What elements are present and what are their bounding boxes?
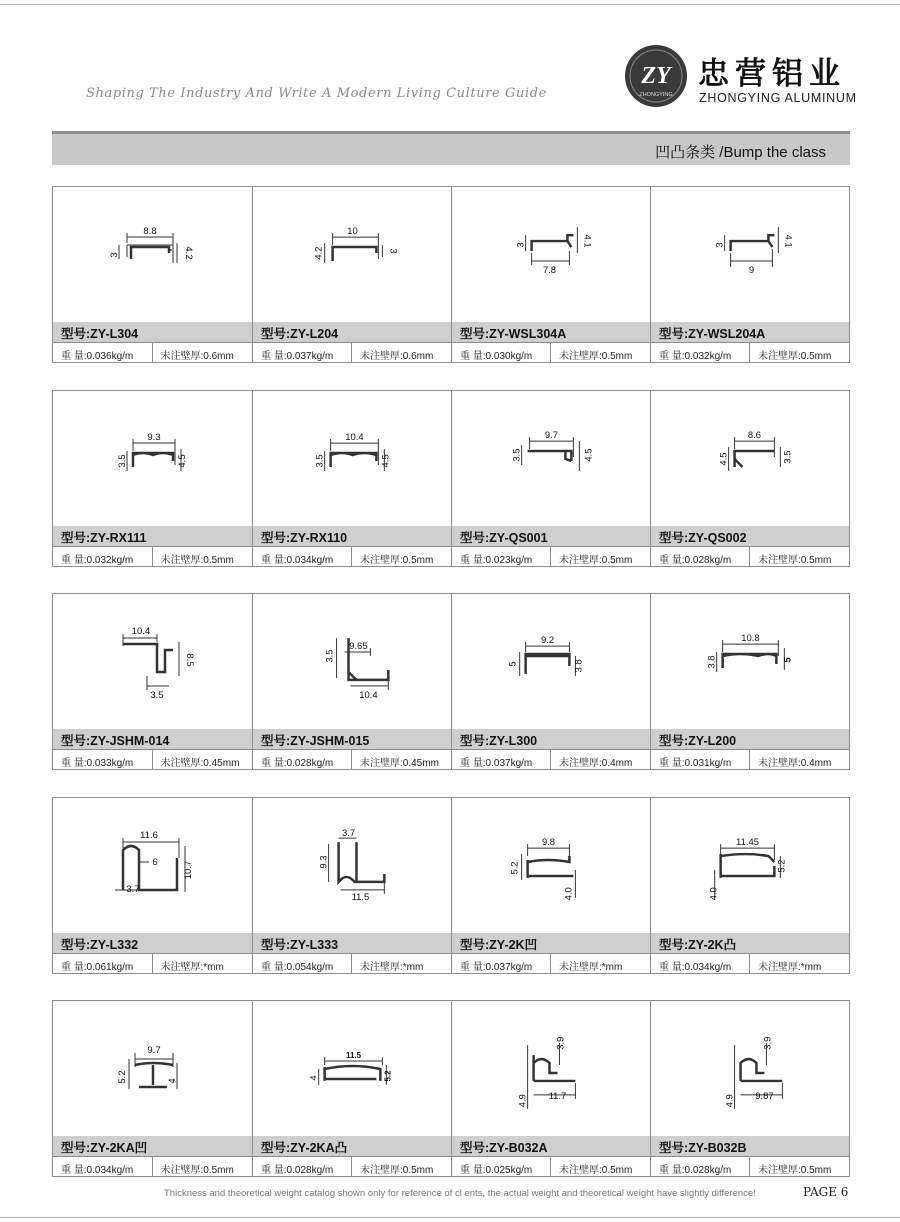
thickness-value: 未注壁厚:0.6mm (360, 351, 434, 362)
dim-height-left: 3 (109, 252, 120, 258)
thickness-value: 未注壁厚:0.5mm (758, 555, 832, 566)
dim-height-right: 4.0 (563, 887, 575, 901)
dim-height-right: 4.5 (583, 448, 595, 462)
product-card (53, 187, 252, 362)
product-card (53, 391, 252, 566)
product-group (52, 390, 850, 567)
profile-drawing (53, 391, 252, 526)
dim-width: 9.2 (540, 635, 555, 647)
product-card (252, 1001, 451, 1176)
dim-width: 9.7 (544, 430, 559, 442)
thickness-value: 未注壁厚:0.5mm (758, 1165, 832, 1176)
dim-height-right: 3.9 (762, 1036, 774, 1050)
dim-height-left: 3.5 (117, 454, 128, 468)
product-card (53, 798, 252, 973)
weight-value: 重 量:0.032kg/m (53, 547, 153, 567)
profile-drawing (651, 187, 849, 322)
weight-value: 重 量:0.025kg/m (452, 1157, 551, 1177)
profile-drawing (651, 1001, 849, 1136)
dim-height-right: 5.2 (383, 1070, 393, 1082)
dim-height-left: 3.5 (314, 454, 326, 468)
dim-height-right: 4.2 (183, 246, 194, 260)
logo-subtext: ZHONGYING (639, 92, 673, 98)
weight-value: 重 量:0.061kg/m (53, 954, 153, 974)
dim-height-left: 3.8 (706, 655, 718, 669)
thickness-value: 未注壁厚:0.45mm (360, 758, 439, 769)
weight-value: 重 量:0.034kg/m (53, 1157, 153, 1177)
product-card (451, 391, 650, 566)
model-label: 型号:ZY-B032B (651, 1136, 849, 1156)
profile-drawing (452, 1001, 650, 1136)
product-card (451, 594, 650, 769)
dim-height: 9.3 (318, 855, 330, 869)
dim-height: 3.5 (324, 649, 336, 663)
slogan: Shaping The Industry And Write A Modern Living Culture Guide (86, 86, 547, 101)
thickness-value: 未注壁厚:*mm (360, 962, 424, 973)
thickness-value: 未注壁厚:0.5mm (160, 1165, 234, 1176)
dim-width: 9 (748, 264, 755, 276)
spec-row (53, 749, 252, 770)
profile-drawing (452, 798, 650, 933)
dim-height-left: 5.2 (117, 1070, 128, 1084)
thickness-value: 未注壁厚:0.4mm (559, 758, 633, 769)
model-label: 型号:ZY-2KA凸 (253, 1136, 451, 1156)
model-label: 型号:ZY-L332 (53, 933, 252, 953)
dim-height-right: 4.1 (581, 234, 593, 248)
bottom-rule (0, 1217, 900, 1218)
dim-height-left: 4.2 (313, 246, 325, 260)
dim-width-top: 9.65 (349, 641, 368, 653)
model-label: 型号:ZY-JSHM-014 (53, 729, 252, 749)
dim-height-right: 3 (387, 248, 399, 254)
profile-drawing (253, 391, 451, 526)
thickness-value: 未注壁厚:0.5mm (160, 555, 234, 566)
profile-drawing (452, 594, 650, 729)
brand-name-en: ZHONGYING ALUMINUM (699, 91, 857, 105)
spec-row (253, 342, 451, 363)
thickness-value: 未注壁厚:0.4mm (758, 758, 832, 769)
dim-height-left: 5.2 (509, 861, 521, 875)
footer-note: Thickness and theoretical weight catalog shown only for reference of cl ents, the actual weight and theoretical weight have slightly difference! (164, 1188, 756, 1199)
dim-height-right: 3.5 (782, 450, 794, 464)
spec-row (452, 546, 650, 567)
dim-width: 9.87 (755, 1090, 774, 1102)
dim-height-left: 4.0 (708, 887, 720, 901)
spec-row (651, 749, 849, 770)
dim-width: 11.45 (736, 837, 759, 849)
dim-height-left: 3.5 (511, 448, 523, 462)
profile-drawing (53, 594, 252, 729)
spec-row (53, 953, 252, 974)
company-logo (624, 44, 688, 108)
dim-height-left: 3 (515, 242, 527, 248)
dim-width-bottom: 10.4 (359, 689, 378, 701)
thickness-value: 未注壁厚:*mm (559, 962, 623, 973)
dim-width: 7.8 (542, 264, 557, 276)
dim-width: 11.7 (548, 1090, 567, 1102)
product-group (52, 1000, 850, 1177)
model-label: 型号:ZY-QS001 (452, 526, 650, 546)
weight-value: 重 量:0.030kg/m (452, 343, 551, 363)
thickness-value: 未注壁厚:*mm (758, 962, 822, 973)
weight-value: 重 量:0.037kg/m (452, 954, 551, 974)
profile-drawing (651, 391, 849, 526)
dim-height: 8.5 (184, 653, 195, 667)
profile-drawing (53, 798, 252, 933)
page-number: PAGE 6 (803, 1185, 849, 1199)
profile-drawing (253, 594, 451, 729)
dim-width: 10.8 (741, 633, 760, 645)
logo-text: ZY (641, 63, 671, 89)
dim-width-bottom: 11.5 (351, 891, 370, 903)
product-card (451, 798, 650, 973)
thickness-value: 未注壁厚:0.5mm (360, 1165, 434, 1176)
model-label: 型号:ZY-L304 (53, 322, 252, 342)
spec-row (53, 546, 252, 567)
product-group (52, 186, 850, 363)
spec-row (452, 953, 650, 974)
dim-height-right: 4.5 (380, 454, 392, 468)
weight-value: 重 量:0.031kg/m (651, 750, 750, 770)
dim-height-left: 4 (308, 1075, 320, 1081)
dim-height-right: 3.9 (555, 1036, 567, 1050)
profile-drawing (452, 391, 650, 526)
model-label: 型号:ZY-JSHM-015 (253, 729, 451, 749)
dim-width: 8.8 (143, 226, 157, 237)
thickness-value: 未注壁厚:0.5mm (559, 1165, 633, 1176)
dim-width-bottom: 3.5 (150, 690, 164, 701)
dim-height-left: 4.5 (718, 452, 730, 466)
spec-row (452, 1156, 650, 1177)
thickness-value: 未注壁厚:0.5mm (559, 351, 633, 362)
spec-row (53, 342, 252, 363)
weight-value: 重 量:0.033kg/m (53, 750, 153, 770)
spec-row (53, 1156, 252, 1177)
dim-width: 10 (347, 226, 358, 238)
model-label: 型号:ZY-RX111 (53, 526, 252, 546)
model-label: 型号:ZY-WSL304A (452, 322, 650, 342)
profile-drawing (651, 798, 849, 933)
spec-row (452, 749, 650, 770)
dim-height-right: 3.8 (573, 659, 585, 673)
product-card (252, 798, 451, 973)
product-card (53, 1001, 252, 1176)
dim-width-top: 3.7 (341, 828, 356, 840)
dim-width: 9.8 (541, 837, 556, 849)
weight-value: 重 量:0.023kg/m (452, 547, 551, 567)
product-card (252, 187, 451, 362)
thickness-value: 未注壁厚:0.5mm (758, 351, 832, 362)
spec-row (253, 1156, 451, 1177)
product-card (451, 1001, 650, 1176)
model-label: 型号:ZY-WSL204A (651, 322, 849, 342)
model-label: 型号:ZY-L200 (651, 729, 849, 749)
spec-row (452, 342, 650, 363)
product-card (650, 1001, 849, 1176)
weight-value: 重 量:0.034kg/m (253, 547, 352, 567)
spec-row (651, 953, 849, 974)
spec-row (253, 749, 451, 770)
section-title: 凹凸条类 /Bump the class (655, 144, 826, 161)
product-card (451, 187, 650, 362)
profile-drawing (253, 1001, 451, 1136)
thickness-value: 未注壁厚:0.5mm (360, 555, 434, 566)
dim-height-left: 4.9 (517, 1094, 529, 1108)
thickness-value: 未注壁厚:*mm (160, 962, 224, 973)
product-card (650, 391, 849, 566)
product-card (252, 391, 451, 566)
product-group (52, 797, 850, 974)
weight-value: 重 量:0.037kg/m (253, 343, 352, 363)
weight-value: 重 量:0.032kg/m (651, 343, 750, 363)
model-label: 型号:ZY-QS002 (651, 526, 849, 546)
model-label: 型号:ZY-RX110 (253, 526, 451, 546)
weight-value: 重 量:0.036kg/m (53, 343, 153, 363)
dim-width-top: 10.4 (131, 626, 151, 637)
spec-row (253, 953, 451, 974)
dim-width: 9.3 (147, 432, 161, 443)
thickness-value: 未注壁厚:0.45mm (160, 758, 240, 769)
weight-value: 重 量:0.028kg/m (253, 750, 352, 770)
weight-value: 重 量:0.028kg/m (253, 1157, 352, 1177)
dim-width-bottom: 3.7 (126, 884, 140, 895)
product-card (53, 594, 252, 769)
spec-row (651, 1156, 849, 1177)
weight-value: 重 量:0.037kg/m (452, 750, 551, 770)
dim-height-right: 4.5 (177, 454, 188, 468)
dim-height: 10.7 (183, 860, 194, 880)
weight-value: 重 量:0.028kg/m (651, 547, 750, 567)
dim-height-right: 5.2 (776, 859, 788, 873)
dim-height-right: 5 (782, 657, 794, 663)
product-card (650, 798, 849, 973)
dim-height-left: 4.9 (724, 1094, 736, 1108)
profile-drawing (452, 187, 650, 322)
spec-row (651, 546, 849, 567)
profile-drawing (253, 798, 451, 933)
spec-row (651, 342, 849, 363)
model-label: 型号:ZY-2K凹 (452, 933, 650, 953)
spec-row (253, 546, 451, 567)
dim-height-left: 5 (507, 661, 519, 667)
model-label: 型号:ZY-L300 (452, 729, 650, 749)
model-label: 型号:ZY-B032A (452, 1136, 650, 1156)
dim-width: 9.7 (147, 1045, 161, 1056)
product-card (650, 187, 849, 362)
dim-inner: 6 (152, 857, 158, 868)
dim-width: 8.6 (747, 430, 762, 442)
dim-height-right: 4.1 (782, 234, 794, 248)
weight-value: 重 量:0.028kg/m (651, 1157, 750, 1177)
model-label: 型号:ZY-2K凸 (651, 933, 849, 953)
dim-width: 10.4 (345, 432, 364, 444)
profile-drawing (53, 1001, 252, 1136)
profile-drawing (651, 594, 849, 729)
dim-height-left: 3 (714, 242, 726, 248)
model-label: 型号:ZY-2KA凹 (53, 1136, 252, 1156)
profile-drawing (53, 187, 252, 322)
dim-height-right: 4 (167, 1078, 178, 1084)
thickness-value: 未注壁厚:0.6mm (160, 351, 234, 362)
dim-width-top: 11.6 (140, 830, 158, 841)
product-group (52, 593, 850, 770)
weight-value: 重 量:0.054kg/m (253, 954, 352, 974)
top-rule (0, 4, 900, 5)
profile-drawing (253, 187, 451, 322)
thickness-value: 未注壁厚:0.5mm (559, 555, 633, 566)
section-header (52, 131, 850, 165)
product-card (650, 594, 849, 769)
model-label: 型号:ZY-L333 (253, 933, 451, 953)
model-label: 型号:ZY-L204 (253, 322, 451, 342)
brand-name-cn: 忠营铝业 (698, 56, 846, 92)
product-card (252, 594, 451, 769)
weight-value: 重 量:0.034kg/m (651, 954, 750, 974)
dim-width: 11.5 (345, 1051, 362, 1061)
